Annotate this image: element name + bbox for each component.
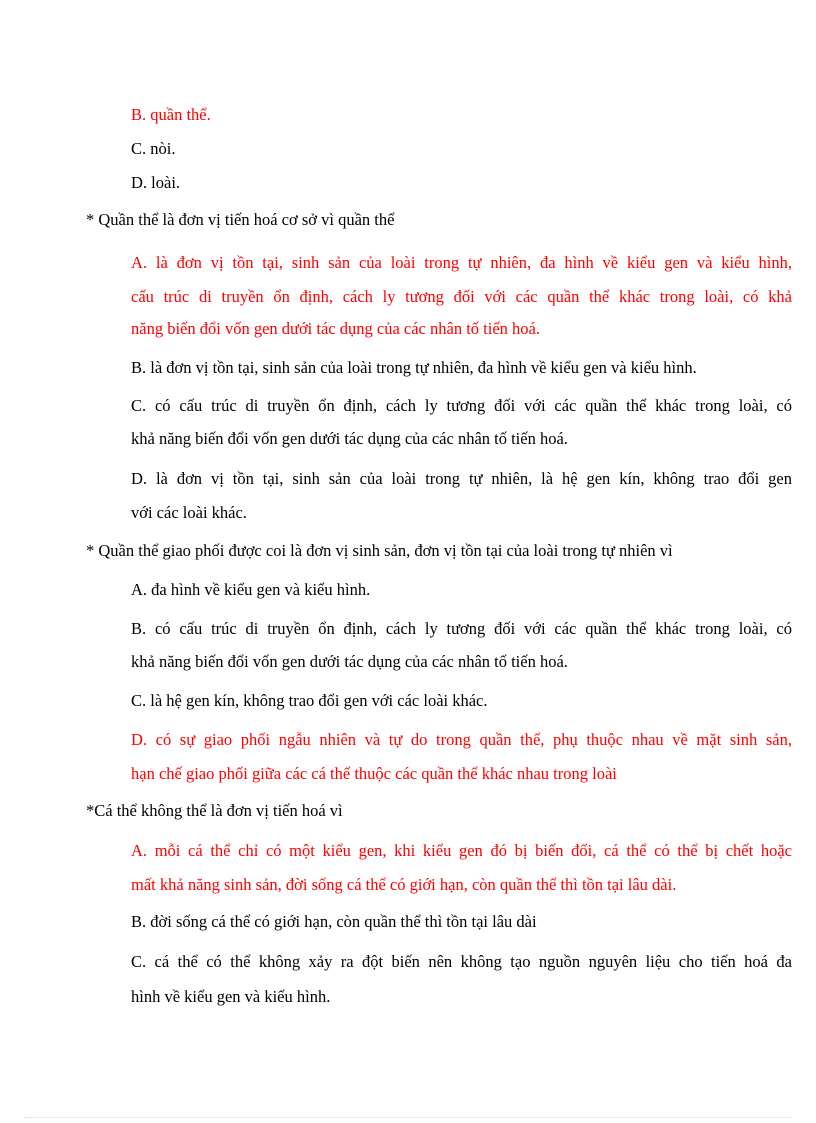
answer-option-a-correct: A. là đơn vị tồn tại, sinh sản của loài trong tự nhiên, đa hình về kiểu gen và kiểu hình, bbox=[131, 253, 792, 272]
answer-option-b: B. là đơn vị tồn tại, sinh sản của loài trong tự nhiên, đa hình về kiểu gen và kiểu hình. bbox=[131, 358, 697, 377]
answer-option-c: C. có cấu trúc di truyền ổn định, cách ly tương đối với các quần thể khác trong loài, có bbox=[131, 396, 792, 415]
answer-option-b-correct: B. quần thể. bbox=[131, 105, 211, 124]
answer-option-a-correct-cont: cấu trúc di truyền ổn định, cách ly tương đối với các quần thể khác trong loài, có khả bbox=[131, 287, 792, 306]
answer-option-d: D. loài. bbox=[131, 173, 181, 192]
answer-option-c: C. là hệ gen kín, không trao đổi gen với các loài khác. bbox=[131, 691, 488, 710]
answer-option-c: C. cá thể có thể không xảy ra đột biến nên không tạo nguồn nguyên liệu cho tiến hoá đa bbox=[131, 952, 792, 971]
answer-option-d-correct: D. có sự giao phối ngẫu nhiên và tự do trong quần thể, phụ thuộc nhau về mặt sinh sản, bbox=[131, 730, 792, 749]
answer-option-b: B. đời sống cá thể có giới hạn, còn quần thể thì tồn tại lâu dài bbox=[131, 912, 537, 931]
answer-option-a-correct-cont: năng biến đổi vốn gen dưới tác dụng của các nhân tố tiến hoá. bbox=[131, 319, 540, 338]
answer-option-d: D. là đơn vị tồn tại, sinh sản của loài trong tự nhiên, là hệ gen kín, không trao đổi gen bbox=[131, 469, 792, 488]
answer-option-b-cont: khả năng biến đổi vốn gen dưới tác dụng của các nhân tố tiến hoá. bbox=[131, 652, 568, 671]
question-stem: * Quần thể là đơn vị tiến hoá cơ sở vì quần thể bbox=[86, 210, 395, 229]
answer-option-a-correct: A. mỗi cá thể chỉ có một kiểu gen, khi kiểu gen đó bị biến đổi, cá thể có thể bị chết hoặc bbox=[131, 841, 792, 860]
answer-option-a: A. đa hình về kiểu gen và kiểu hình. bbox=[131, 580, 371, 599]
answer-option-b: B. có cấu trúc di truyền ổn định, cách ly tương đối với các quần thể khác trong loài, có bbox=[131, 619, 792, 638]
answer-option-a-correct-cont: mất khả năng sinh sản, đời sống cá thể có giới hạn, còn quần thể thì tồn tại lâu dài. bbox=[131, 875, 677, 894]
question-stem: * Quần thể giao phối được coi là đơn vị sinh sản, đơn vị tồn tại của loài trong tự nhiên vì bbox=[86, 541, 673, 560]
answer-option-c-cont: hình về kiểu gen và kiểu hình. bbox=[131, 987, 331, 1006]
page-bottom-divider bbox=[24, 1117, 792, 1118]
question-stem: *Cá thể không thể là đơn vị tiến hoá vì bbox=[86, 801, 343, 820]
answer-option-c-cont: khả năng biến đổi vốn gen dưới tác dụng của các nhân tố tiến hoá. bbox=[131, 429, 568, 448]
answer-option-c: C. nòi. bbox=[131, 139, 176, 158]
answer-option-d-correct-cont: hạn chế giao phối giữa các cá thể thuộc các quần thể khác nhau trong loài bbox=[131, 764, 617, 783]
answer-option-d-cont: với các loài khác. bbox=[131, 503, 247, 522]
